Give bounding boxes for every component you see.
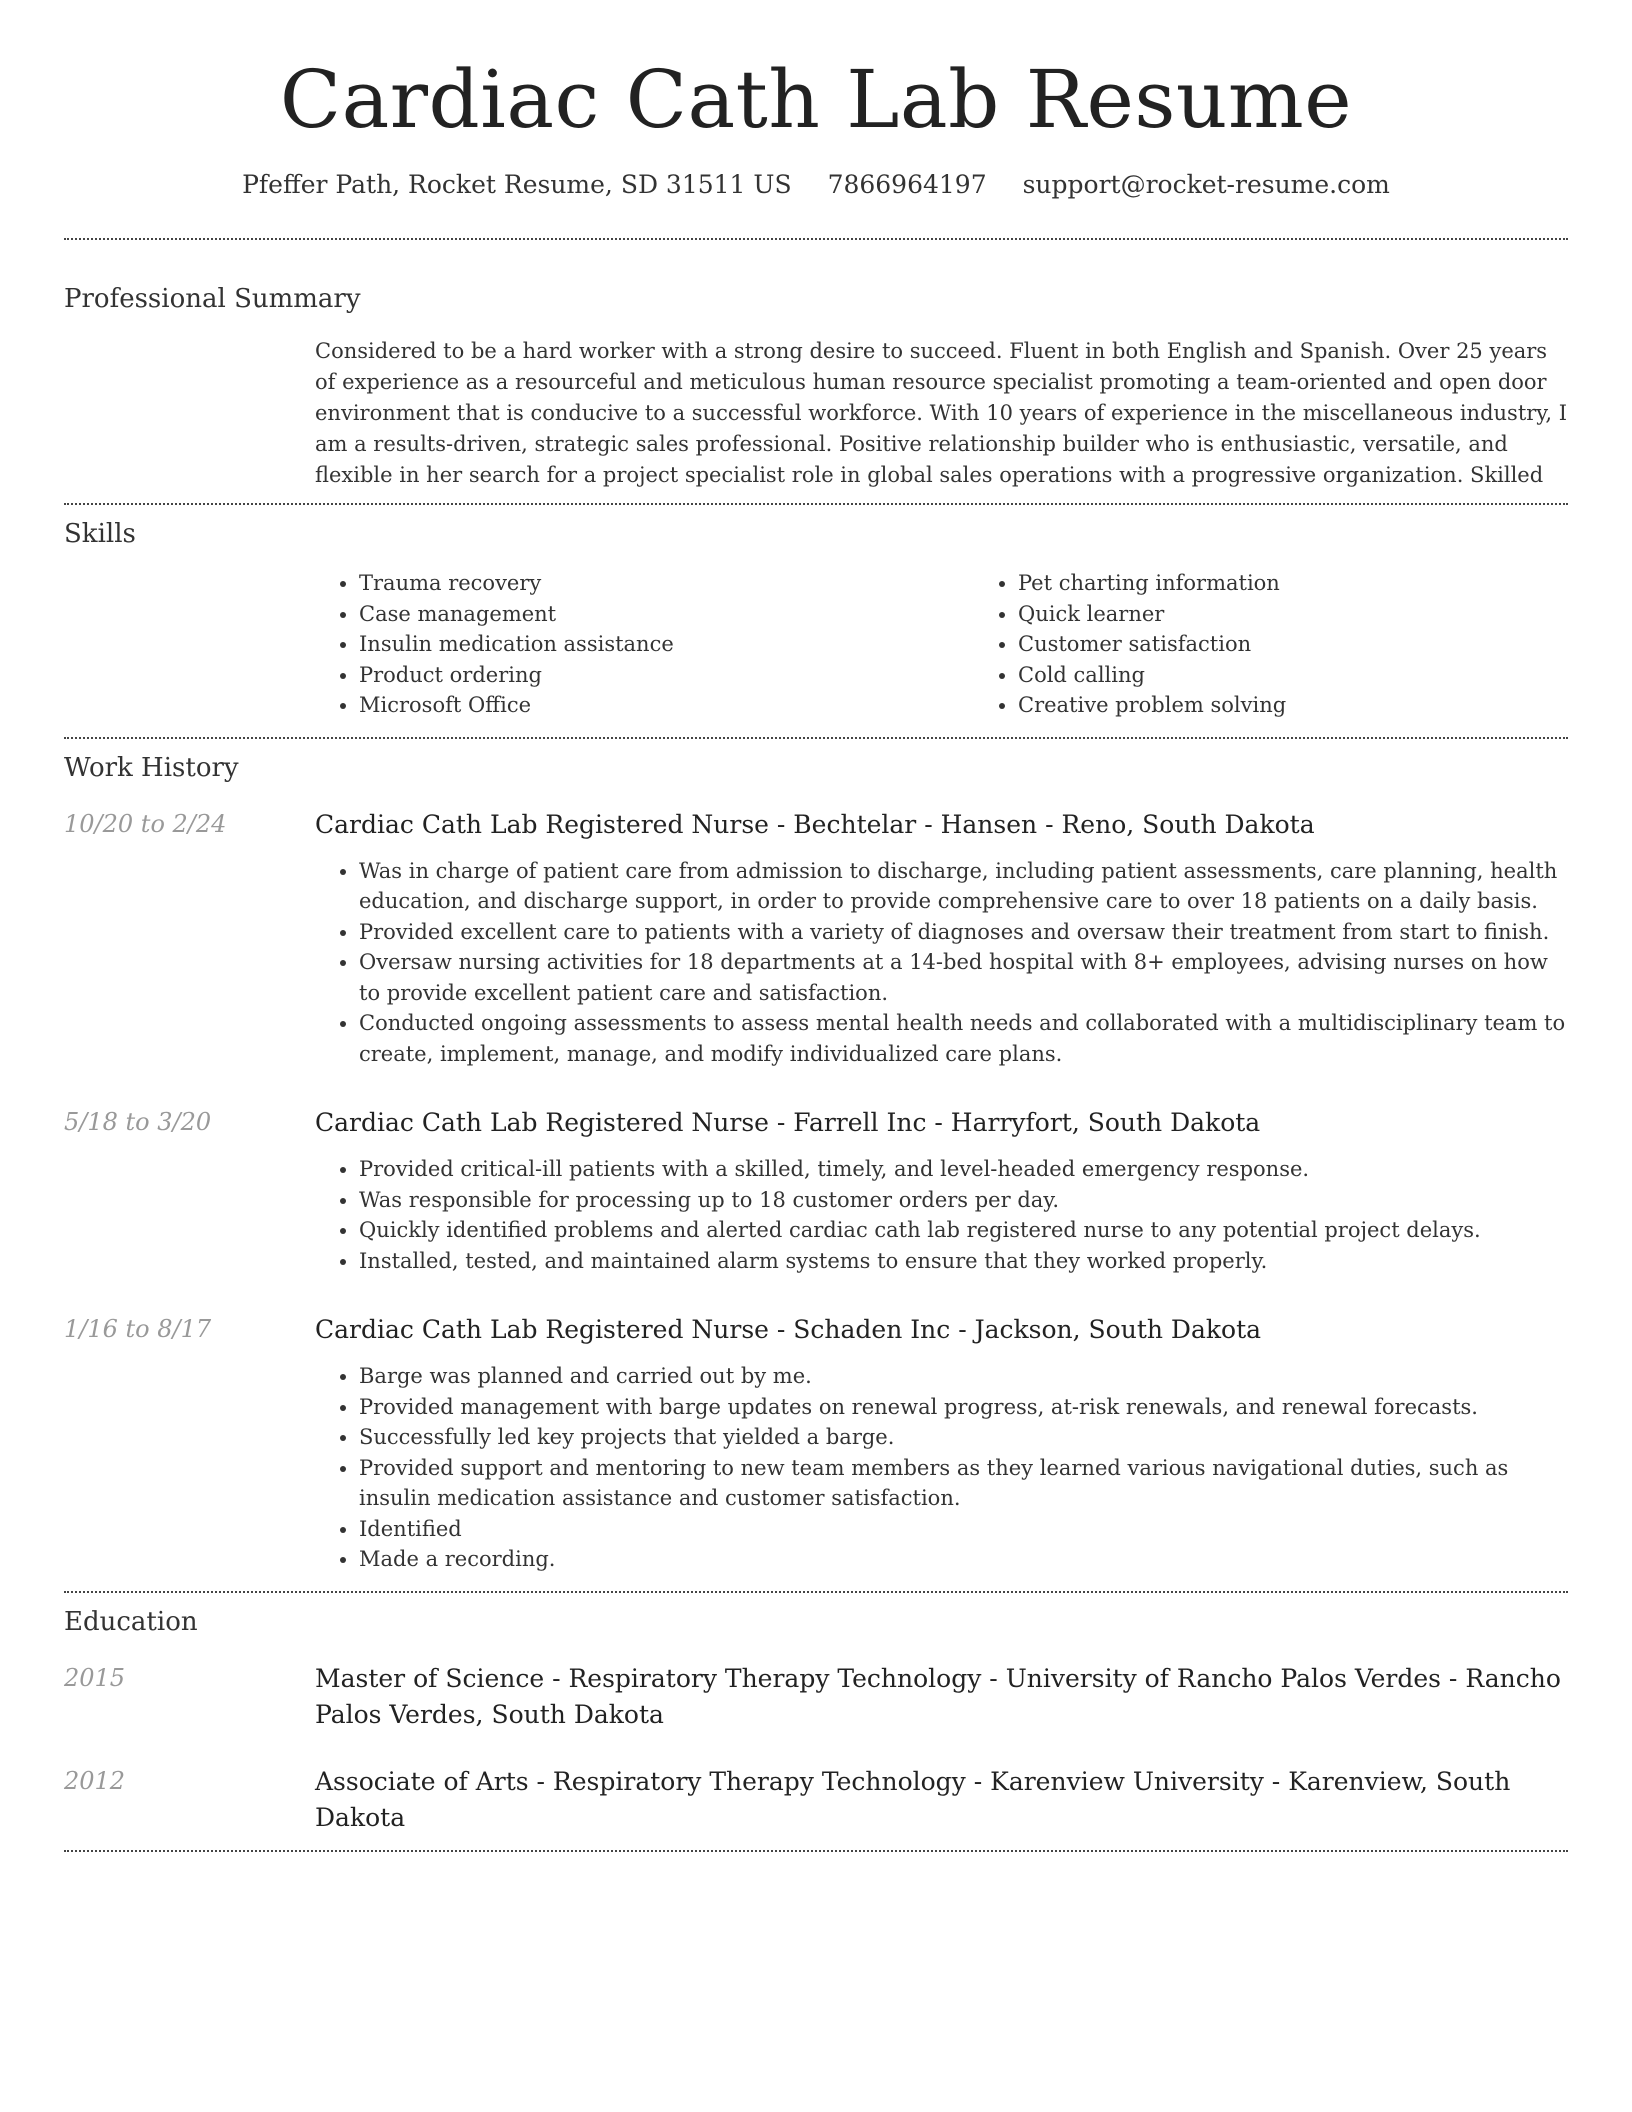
job-bullet: • Conducted ongoing assessments to assess mental health needs and collaborated with a multidisciplinary team to create, implement, manage, and modify individualized care plans. bbox=[359, 1008, 1568, 1069]
summary-heading: Professional Summary bbox=[64, 284, 361, 314]
skill-item: • Case management bbox=[359, 599, 974, 630]
job-bullet: • Quickly identified problems and alerted cardiac cath lab registered nurse to any potential project delays. bbox=[359, 1215, 1568, 1246]
education-title: Master of Science - Respiratory Therapy Technology - University of Rancho Palos Verdes - Rancho Palos Verdes, South Dakota bbox=[315, 1663, 1561, 1729]
divider bbox=[64, 503, 1568, 505]
education-entry bbox=[64, 1661, 1568, 1733]
contact-line bbox=[64, 168, 1568, 202]
job-bullet: • Provided management with barge updates on renewal progress, at-risk renewals, and renewal forecasts. bbox=[359, 1392, 1568, 1423]
job-bullet: • Was in charge of patient care from admission to discharge, including patient assessments, care planning, health education, and discharge support, in order to provide comprehensive care to over 18 patients on a daily basis. bbox=[359, 856, 1568, 917]
summary-text: Considered to be a hard worker with a strong desire to succeed. Fluent in both English and Spanish. Over 25 years of experience as a resourceful and meticulous human resource specialist promoting a team-oriented and open door environment that is conducive to a successful workforce. With 10 years of experience in the miscellaneous industry, I am a results-driven, strategic sales professional. Positive relationship builder who is enthusiastic, versatile, and flexible in her search for a project specialist role in global sales operations with a progressive organization. Skilled bbox=[315, 339, 1568, 487]
education-heading: Education bbox=[64, 1606, 198, 1637]
contact-email: support@rocket-resume.com bbox=[1022, 170, 1390, 199]
job-entry bbox=[64, 1312, 1568, 1575]
job-bullet: • Successfully led key projects that yielded a barge. bbox=[359, 1422, 1568, 1453]
skill-item: • Insulin medication assistance bbox=[359, 629, 974, 660]
job-bullet: • Barge was planned and carried out by me. bbox=[359, 1361, 1568, 1392]
job-title: Cardiac Cath Lab Registered Nurse - Schaden Inc - Jackson, South Dakota bbox=[315, 1315, 1262, 1344]
divider bbox=[64, 1850, 1568, 1852]
skills-list-right bbox=[974, 568, 1632, 721]
skill-item: • Customer satisfaction bbox=[1018, 629, 1632, 660]
divider bbox=[64, 238, 1568, 240]
resume-page bbox=[64, 0, 1568, 1852]
job-bullet: • Was responsible for processing up to 18 customer orders per day. bbox=[359, 1185, 1568, 1216]
job-bullet: • Made a recording. bbox=[359, 1544, 1568, 1575]
education-title: Associate of Arts - Respiratory Therapy Technology - Karenview University - Karenview, South Dakota bbox=[315, 1766, 1511, 1832]
job-bullet: • Provided support and mentoring to new team members as they learned various navigational duties, such as insulin medication assistance and customer satisfaction. bbox=[359, 1453, 1568, 1514]
education-section bbox=[64, 1605, 1568, 1836]
skill-item: • Trauma recovery bbox=[359, 568, 974, 599]
job-bullets bbox=[315, 1361, 1568, 1575]
education-date: 2015 bbox=[64, 1663, 126, 1692]
job-title: Cardiac Cath Lab Registered Nurse - Bechtelar - Hansen - Reno, South Dakota bbox=[315, 809, 1315, 839]
skill-item: • Creative problem solving bbox=[1018, 690, 1632, 721]
contact-address: Pfeffer Path, Rocket Resume, SD 31511 US bbox=[242, 170, 792, 199]
job-bullet: • Installed, tested, and maintained alarm systems to ensure that they worked properly. bbox=[359, 1246, 1568, 1277]
work-history-section bbox=[64, 751, 1568, 1575]
divider bbox=[64, 1591, 1568, 1593]
job-entry bbox=[64, 807, 1568, 1070]
skill-item: • Microsoft Office bbox=[359, 690, 974, 721]
job-bullet: • Provided excellent care to patients with a variety of diagnoses and oversaw their treatment from start to finish. bbox=[359, 917, 1568, 948]
skill-item: • Cold calling bbox=[1018, 660, 1632, 691]
divider bbox=[64, 737, 1568, 739]
skills-section bbox=[64, 517, 1568, 721]
job-date: 1/16 to 8/17 bbox=[64, 1315, 212, 1343]
job-bullet: • Provided critical-ill patients with a skilled, timely, and level-headed emergency response. bbox=[359, 1154, 1568, 1185]
job-date: 5/18 to 3/20 bbox=[64, 1108, 212, 1136]
job-bullet: • Oversaw nursing activities for 18 departments at a 14-bed hospital with 8+ employees, advising nurses on how to provide excellent patient care and satisfaction. bbox=[359, 947, 1568, 1008]
skill-item: • Quick learner bbox=[1018, 599, 1632, 630]
job-entry bbox=[64, 1105, 1568, 1276]
job-bullets bbox=[315, 1154, 1568, 1276]
job-date: 10/20 to 2/24 bbox=[64, 809, 227, 838]
contact-phone: 7866964197 bbox=[827, 170, 987, 199]
skills-list-left bbox=[315, 568, 974, 721]
skill-item: • Pet charting information bbox=[1018, 568, 1632, 599]
skills-heading: Skills bbox=[64, 519, 136, 549]
skill-item: • Product ordering bbox=[359, 660, 974, 691]
job-title: Cardiac Cath Lab Registered Nurse - Farrell Inc - Harryfort, South Dakota bbox=[315, 1108, 1261, 1137]
education-date: 2012 bbox=[64, 1766, 126, 1795]
education-entry bbox=[64, 1764, 1568, 1836]
job-bullet: • Identified bbox=[359, 1514, 1568, 1545]
job-bullets bbox=[315, 856, 1568, 1070]
resume-title: Cardiac Cath Lab Resume bbox=[279, 53, 1353, 146]
summary-section bbox=[64, 282, 1568, 491]
work-history-heading: Work History bbox=[64, 752, 239, 783]
